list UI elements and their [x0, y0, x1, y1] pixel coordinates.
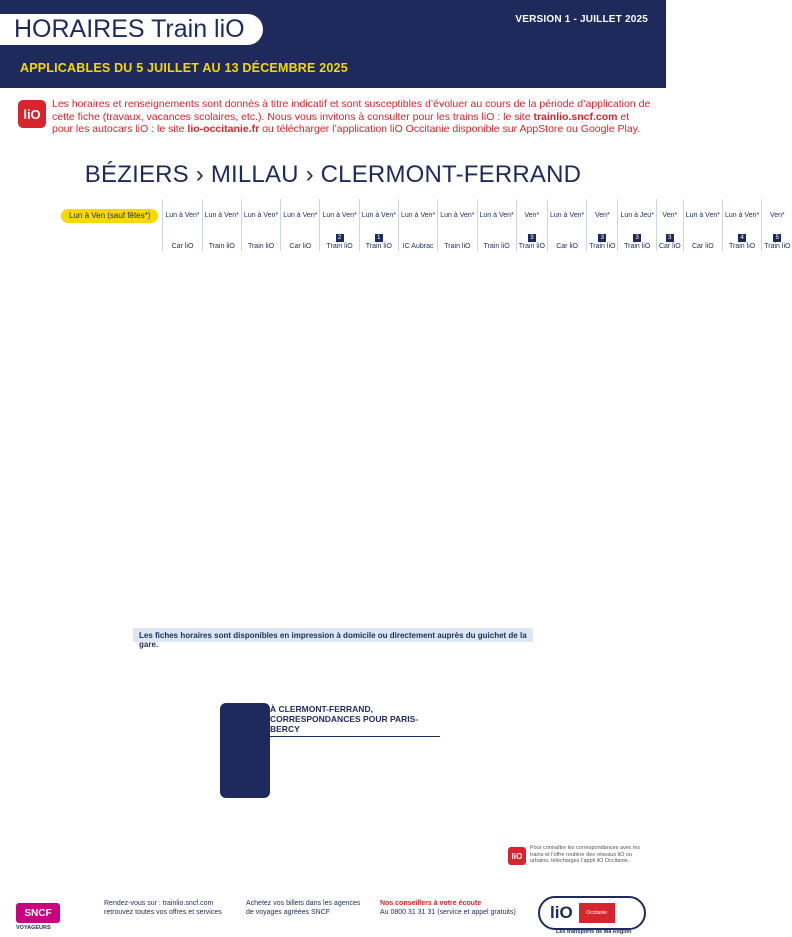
lio-logo-icon: liO — [18, 100, 46, 128]
mode-header: Train liO — [587, 242, 618, 251]
note-cell — [516, 233, 547, 242]
day-header: Lun à Ven* — [547, 199, 586, 233]
sncf-logo: SNCF — [16, 903, 60, 923]
day-header: Lun à Ven* — [477, 199, 516, 233]
note-marker: 3 — [528, 234, 536, 242]
note-cell — [438, 233, 477, 242]
note-cell — [320, 233, 359, 242]
day-header: Lun à Ven* — [241, 199, 280, 233]
mode-header: Car liO — [683, 242, 722, 251]
mode-header: Train liO — [241, 242, 280, 251]
mode-header: Car liO — [163, 242, 202, 251]
note-cell — [163, 233, 202, 242]
intro-text: Les horaires et renseignements sont donnés à titre indicatif et sont susceptibles d’évoluer au cours de la période d’application de cette fiche (travaux, vacances scolaires, etc.). Nous vous invitons à consulter pour les trains liO : le site trainlio.sncf.com et pour les autocars liO : le site lio-occitanie.fr ou télécharger l’application liO Occitanie disponible sur AppStore ou Google Play. — [52, 98, 651, 136]
day-header: Lun à Ven* — [359, 199, 398, 233]
timetable-cell — [59, 233, 163, 242]
note-cell — [281, 233, 320, 242]
title-box — [0, 14, 263, 45]
lio-app-note: Pour connaître les correspondances avec les trains et l’offre routière des réseaux liO ou urbains, téléchargez l’appli liO Occitanie. — [530, 845, 641, 864]
day-pill: Lun à Ven (sauf fêtes*) — [61, 209, 158, 223]
note-cell — [398, 233, 437, 242]
day-header: Lun à Ven* — [683, 199, 722, 233]
validity-subtitle: APPLICABLES DU 5 JUILLET AU 13 DÉCEMBRE 2025 — [20, 61, 348, 75]
timetable-cell — [59, 242, 163, 251]
mode-header: Train liO — [438, 242, 477, 251]
note-cell — [762, 233, 792, 242]
day-header: Lun à Ven* — [163, 199, 202, 233]
route-map — [220, 703, 270, 798]
note-cell — [359, 233, 398, 242]
day-header: Lun à Ven* — [398, 199, 437, 233]
timetable — [59, 199, 792, 251]
mode-header: Train liO — [618, 242, 656, 251]
day-header: Lun à Ven* — [438, 199, 477, 233]
note-marker: 2 — [336, 234, 344, 242]
day-header: Lun à Ven* — [722, 199, 761, 233]
note-cell — [683, 233, 722, 242]
mode-header: Train liO — [320, 242, 359, 251]
day-header: Lun à Ven* — [281, 199, 320, 233]
day-label-cell — [59, 199, 163, 233]
note-cell — [587, 233, 618, 242]
mode-header: Train liO — [722, 242, 761, 251]
day-header: Lun à Ven* — [202, 199, 241, 233]
trainlio-link[interactable]: trainlio.sncf.com — [533, 110, 618, 123]
footer-phone: Nos conseillers à votre écoute Au 0800 31 31 31 (service et appel gratuits) — [380, 900, 516, 916]
day-header: Lun à Ven* — [320, 199, 359, 233]
print-info-bar: Les fiches horaires sont disponibles en impression à domicile ou directement auprès du guichet de la gare. — [133, 628, 533, 642]
day-header: Lun à Jeu* — [618, 199, 656, 233]
mode-header: Car liO — [281, 242, 320, 251]
note-marker: 3 — [598, 234, 606, 242]
lio-app-icon: liO — [508, 847, 526, 865]
day-header: Ven* — [516, 199, 547, 233]
version-label: VERSION 1 - JUILLET 2025 — [515, 14, 648, 25]
lio-tagline: Les transports de Ma Région — [556, 929, 632, 935]
mode-header: Train liO — [359, 242, 398, 251]
note-cell — [477, 233, 516, 242]
mode-header: Train liO — [516, 242, 547, 251]
note-cell — [241, 233, 280, 242]
day-header: Ven* — [587, 199, 618, 233]
note-cell — [618, 233, 656, 242]
mode-header: Train liO — [202, 242, 241, 251]
mode-header: Train liO — [477, 242, 516, 251]
mode-header: IC Aubrac — [398, 242, 437, 251]
lio-occitanie-logo: liO Occitanie — [538, 896, 646, 930]
note-marker: 5 — [773, 234, 781, 242]
note-cell — [722, 233, 761, 242]
note-marker: 1 — [375, 234, 383, 242]
note-cell — [656, 233, 683, 242]
page-title: HORAIRES Train liO — [14, 15, 245, 43]
sncf-voyageurs: VOYAGEURS — [16, 925, 51, 931]
route-title: BÉZIERS › MILLAU › CLERMONT-FERRAND — [84, 161, 582, 188]
day-header: Ven* — [656, 199, 683, 233]
header-band — [0, 0, 666, 88]
lio-occitanie-link[interactable]: lio-occitanie.fr — [187, 123, 260, 136]
note-marker: 3 — [666, 234, 674, 242]
correspondence-title: À CLERMONT-FERRAND, CORRESPONDANCES POUR PARIS-BERCY — [270, 704, 440, 737]
footer-agencies: Achetez vos billets dans les agences de voyages agréées SNCF — [246, 900, 361, 916]
mode-header: Car liO — [656, 242, 683, 251]
mode-header: Car liO — [547, 242, 586, 251]
note-marker: 3 — [633, 234, 641, 242]
mode-header: Train liO — [762, 242, 792, 251]
note-cell — [202, 233, 241, 242]
note-cell — [547, 233, 586, 242]
footer-website: Rendez-vous sur : trainlio.sncf.com retrouvez toutes vos offres et services — [104, 900, 222, 916]
note-marker: 4 — [738, 234, 746, 242]
day-header: Ven* — [762, 199, 792, 233]
